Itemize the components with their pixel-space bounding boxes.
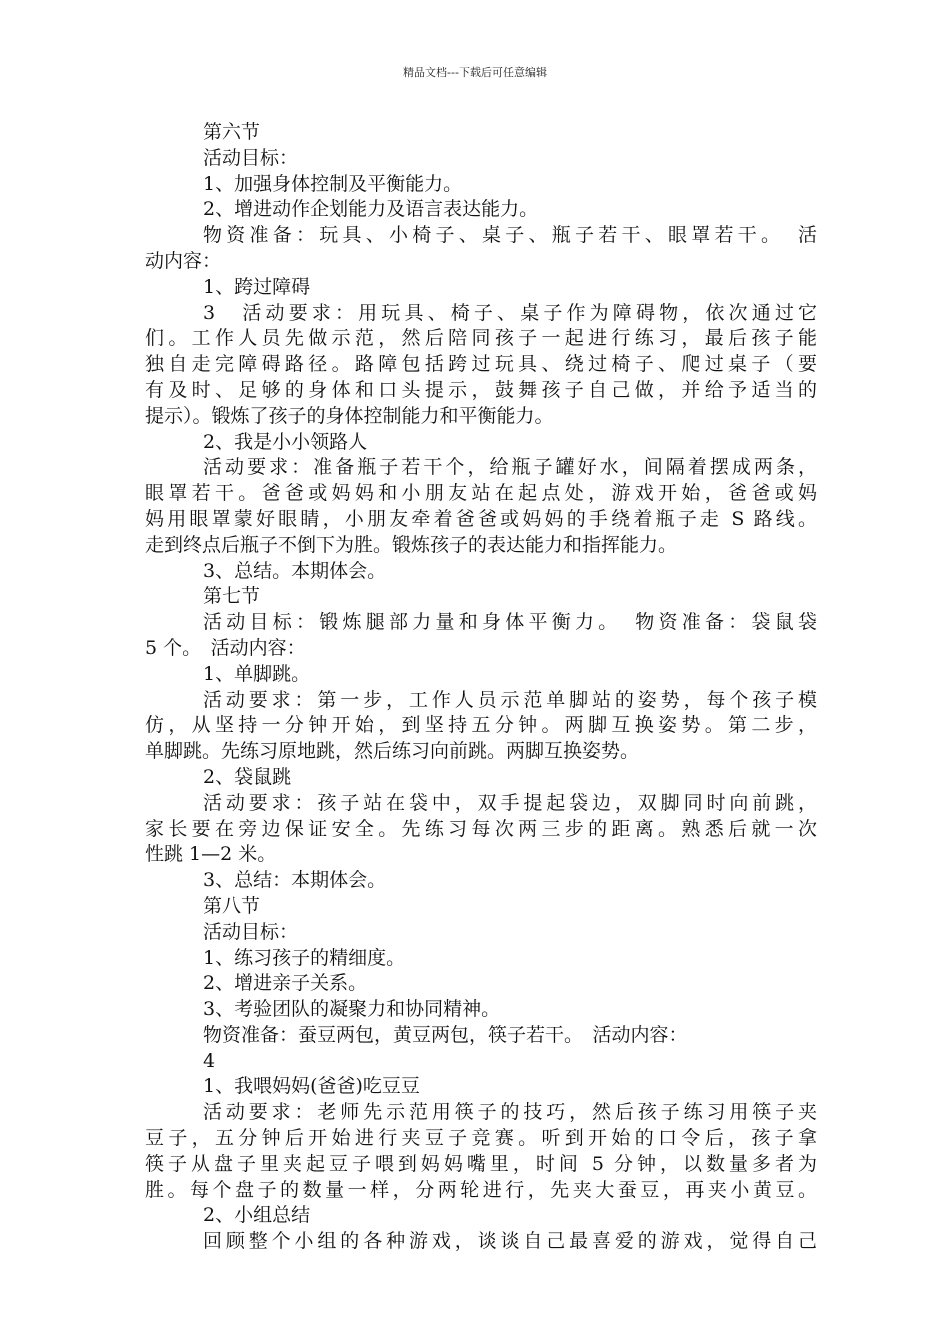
text-line: 3、总结：本期体会。: [203, 869, 387, 892]
text-line: 第七节: [203, 585, 261, 608]
text-line: 回顾整个小组的各种游戏，谈谈自己最喜爱的游戏，觉得自己: [203, 1230, 817, 1253]
text-line: 物资准备：蚕豆两包，黄豆两包，筷子若干。 活动内容：: [203, 1023, 688, 1046]
text-line: 豆子，五分钟后开始进行夹豆子竞赛。听到开始的口令后，孩子拿: [145, 1127, 817, 1150]
text-line: 2、增进亲子关系。: [203, 972, 368, 995]
text-line: 胜。每个盘子的数量一样，分两轮进行，先夹大蚕豆，再夹小黄豆。: [145, 1178, 817, 1201]
text-line: 物资准备：玩具、小椅子、桌子、瓶子若干、眼罩若干。 活: [203, 224, 817, 247]
text-line: 2、我是小小领路人: [203, 430, 368, 453]
text-line: 走到终点后瓶子不倒下为胜。锻炼孩子的表达能力和指挥能力。: [145, 533, 678, 556]
text-line: 妈用眼罩蒙好眼睛，小朋友牵着爸爸或妈妈的手绕着瓶子走 S 路线。: [145, 507, 817, 530]
text-line: 活动目标：: [203, 146, 299, 169]
page-header: 精品文档---下载后可任意编辑: [403, 66, 547, 79]
text-line: 2、小组总结: [203, 1204, 311, 1227]
text-line: 性跳 1—2 米。: [145, 843, 277, 866]
text-line: 有及时、足够的身体和口头提示，鼓舞孩子自己做，并给予适当的: [145, 378, 817, 401]
text-line: 1、练习孩子的精细度。: [203, 946, 406, 969]
text-line: 家长要在旁边保证安全。先练习每次两三步的距离。熟悉后就一次: [145, 817, 817, 840]
text-line: 仿，从坚持一分钟开始，到坚持五分钟。两脚互换姿势。第二步，: [145, 714, 817, 737]
text-line: 动内容：: [145, 249, 222, 272]
text-line: 第八节: [203, 894, 261, 917]
text-line: 活动要求：准备瓶子若干个，给瓶子罐好水，间隔着摆成两条，: [203, 456, 817, 479]
text-line: 活动目标：: [203, 920, 299, 943]
text-line: 眼罩若干。爸爸或妈妈和小朋友站在起点处，游戏开始，爸爸或妈: [145, 482, 817, 505]
text-line: 单脚跳。先练习原地跳，然后练习向前跳。两脚互换姿势。: [145, 740, 640, 763]
text-line: 3、考验团队的凝聚力和协同精神。: [203, 998, 501, 1021]
text-line: 1、单脚跳。: [203, 662, 311, 685]
text-line: 2、增进动作企划能力及语言表达能力。: [203, 198, 539, 221]
text-line: 1、我喂妈妈(爸爸)吃豆豆: [203, 1075, 420, 1098]
text-line: 3 活动要求：用玩具、椅子、桌子作为障碍物，依次通过它: [203, 301, 817, 324]
text-line: 活动目标：锻炼腿部力量和身体平衡力。 物资准备：袋鼠袋: [203, 611, 817, 634]
text-line: 们。工作人员先做示范，然后陪同孩子一起进行练习，最后孩子能: [145, 327, 817, 350]
text-line: 独自走完障碍路径。路障包括跨过玩具、绕过椅子、爬过桌子（要: [145, 353, 817, 376]
text-line: 1、加强身体控制及平衡能力。: [203, 172, 463, 195]
text-line: 第六节: [203, 121, 261, 143]
text-line: 4: [203, 1049, 216, 1072]
text-line: 3、总结。本期体会。: [203, 559, 387, 582]
text-line: 活动要求：孩子站在袋中，双手提起袋边，双脚同时向前跳，: [203, 791, 817, 814]
text-line: 提示）。锻炼了孩子的身体控制能力和平衡能力。: [145, 404, 554, 427]
text-line: 5 个。 活动内容：: [145, 636, 306, 659]
document-body: [145, 120, 817, 1255]
text-line: 活动要求：第一步，工作人员示范单脚站的姿势，每个孩子模: [203, 688, 817, 711]
text-line: 1、跨过障碍: [203, 275, 311, 298]
text-line: 活动要求：老师先示范用筷子的技巧，然后孩子练习用筷子夹: [203, 1101, 817, 1124]
text-line: 2、袋鼠跳: [203, 765, 292, 788]
text-line: 筷子从盘子里夹起豆子喂到妈妈嘴里，时间 5 分钟，以数量多者为: [145, 1152, 817, 1175]
